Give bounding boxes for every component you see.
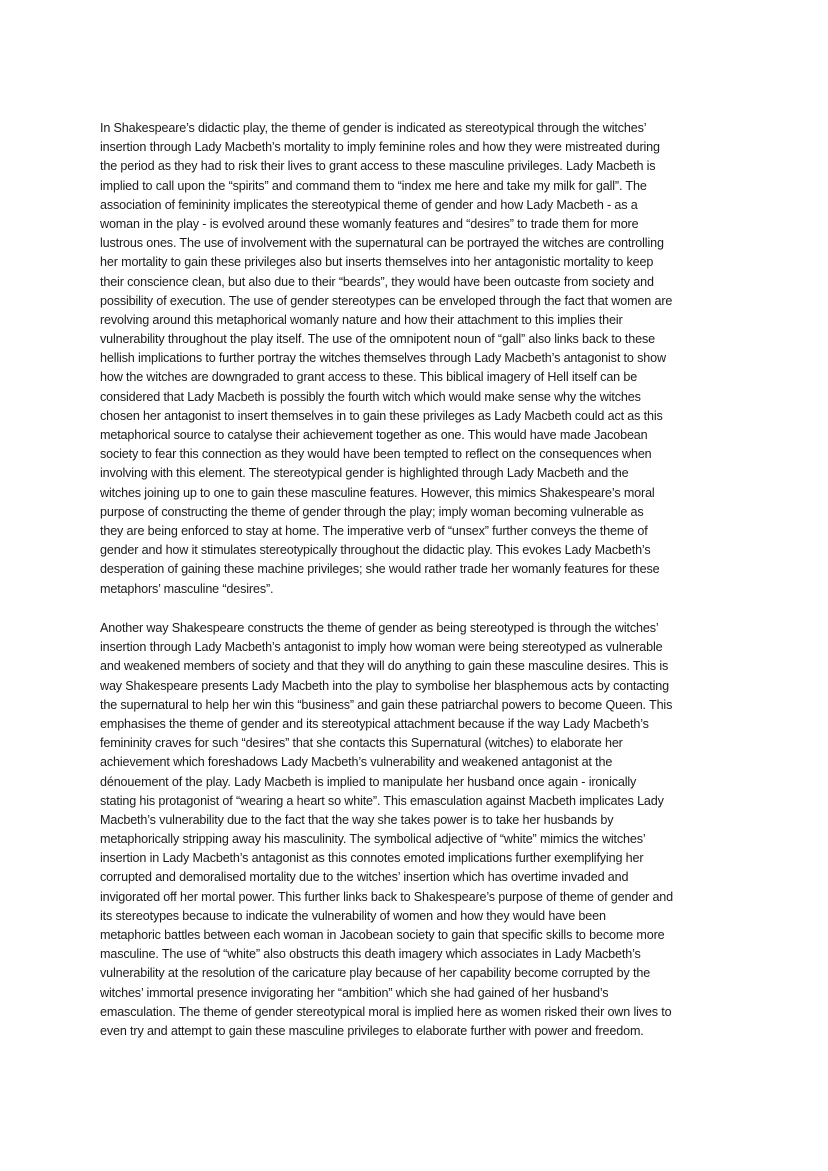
text-line: they are being enforced to stay at home. The imperative verb of “unsex” further conveys the theme of — [100, 523, 648, 538]
text-line: invigorated off her mortal power. This further links back to Shakespeare’s purpose of theme of gender and — [100, 889, 674, 904]
text-line: vulnerability at the resolution of the caricature play because of her capability become corrupted by the — [100, 966, 651, 981]
text-line: purpose of constructing the theme of gender through the play; imply woman becoming vulnerable as — [100, 504, 644, 519]
text-line: her mortality to gain these privileges also but inserts themselves into her antagonistic mortality to keep — [100, 255, 654, 270]
text-line: metaphorically stripping away his masculinity. The symbolical adjective of “white” mimics the witches’ — [100, 832, 646, 847]
text-line: woman in the play - is evolved around these womanly features and “desires” to trade them for more — [100, 216, 639, 231]
text-line: femininity craves for such “desires” that she contacts this Supernatural (witches) to elaborate her — [100, 736, 623, 751]
text-line: achievement which foreshadows Lady Macbeth’s vulnerability and weakened antagonist at the — [100, 755, 613, 770]
text-line: stating his protagonist of “wearing a heart so white”. This emasculation against Macbeth implicates Lady — [100, 793, 664, 808]
text-line: possibility of execution. The use of gender stereotypes can be enveloped through the fact that women are — [100, 293, 673, 308]
text-line: implied to call upon the “spirits” and command them to “index me here and take my milk for gall”. The — [100, 178, 647, 193]
text-line: insertion through Lady Macbeth’s antagonist to imply how woman were being stereotyped as vulnerable — [100, 640, 663, 655]
text-line: witches joining up to one to gain these masculine features. However, this mimics Shakespeare’s moral — [100, 485, 655, 500]
text-line: considered that Lady Macbeth is possibly the fourth witch which would make sense why the witches — [100, 389, 641, 404]
text-line: masculine. The use of “white” also obstructs this death imagery which associates in Lady Macbeth’s — [100, 947, 641, 962]
text-line: the period as they had to risk their lives to grant access to these masculine privileges. Lady Macbeth is — [100, 159, 656, 174]
text-line: how the witches are downgraded to grant access to these. This biblical imagery of Hell itself can be — [100, 370, 638, 385]
text-line: revolving around this metaphorical womanly nature and how their attachment to this implies their — [100, 312, 623, 327]
text-line: insertion in Lady Macbeth’s antagonist as this connotes emoted implications further exemplifying her — [100, 851, 644, 866]
text-line: hellish implications to further portray the witches themselves through Lady Macbeth’s antagonist to show — [100, 351, 666, 366]
text-line: involving with this element. The stereotypical gender is highlighted through Lady Macbeth and the — [100, 466, 629, 481]
text-line: corrupted and demoralised mortality due to the witches’ insertion which has overtime invaded and — [100, 870, 629, 885]
text-line: witches’ immortal presence invigorating her “ambition” which she had gained of her husband’s — [100, 985, 609, 1000]
text-line: desperation of gaining these machine privileges; she would rather trade her womanly features for these — [100, 562, 660, 577]
text-line: and weakened members of society and that they will do anything to gain these masculine desires. This is — [100, 659, 669, 674]
text-line: Macbeth’s vulnerability due to the fact that the way she takes power is to take her husbands by — [100, 812, 614, 827]
paragraph-1 — [100, 119, 740, 599]
paragraph-2 — [100, 619, 740, 1041]
text-line: metaphoric battles between each woman in Jacobean society to gain that specific skills to become more — [100, 928, 665, 942]
text-line: society to fear this connection as they would have been tempted to reflect on the consequences when — [100, 447, 652, 462]
text-line: emphasises the theme of gender and its stereotypical attachment because if the way Lady Macbeth’s — [100, 716, 649, 731]
text-line: gender and how it stimulates stereotypically throughout the didactic play. This evokes Lady Macbeth’s — [100, 543, 651, 558]
text-line: chosen her antagonist to insert themselves in to gain these privileges as Lady Macbeth could act as this — [100, 408, 663, 423]
text-line: even try and attempt to gain these masculine privileges to elaborate further with power and freedom. — [100, 1023, 644, 1038]
text-line: their conscience clean, but also due to their “beards”, they would have been outcaste from society and — [100, 274, 654, 289]
text-line: vulnerability throughout the play itself. The use of the omnipotent noun of “gall” also links back to these — [100, 332, 655, 347]
text-line: association of femininity implicates the stereotypical theme of gender and how Lady Macbeth - as a — [100, 197, 638, 212]
text-line: metaphors’ masculine “desires”. — [100, 581, 274, 596]
text-line: insertion through Lady Macbeth’s mortality to imply feminine roles and how they were mistreated during — [100, 140, 660, 155]
text-line: way Shakespeare presents Lady Macbeth into the play to symbolise her blasphemous acts by contacting — [100, 678, 669, 693]
text-line: lustrous ones. The use of involvement with the supernatural can be portrayed the witches are controlling — [100, 236, 664, 251]
text-line: emasculation. The theme of gender stereotypical moral is implied here as women risked their own lives to — [100, 1004, 672, 1019]
text-line: its stereotypes because to indicate the vulnerability of women and how they would have been — [100, 908, 606, 923]
text-line: dénouement of the play. Lady Macbeth is implied to manipulate her husband once again - ironically — [100, 774, 637, 789]
text-line: In Shakespeare’s didactic play, the theme of gender is indicated as stereotypical through the witches’ — [100, 121, 647, 135]
text-line: Another way Shakespeare constructs the theme of gender as being stereotyped is through the witches’ — [100, 621, 659, 635]
text-line: the supernatural to help her win this “business” and gain these patriarchal powers to become Queen. This — [100, 697, 673, 712]
text-line: metaphorical source to catalyse their achievement together as one. This would have made Jacobean — [100, 428, 648, 442]
